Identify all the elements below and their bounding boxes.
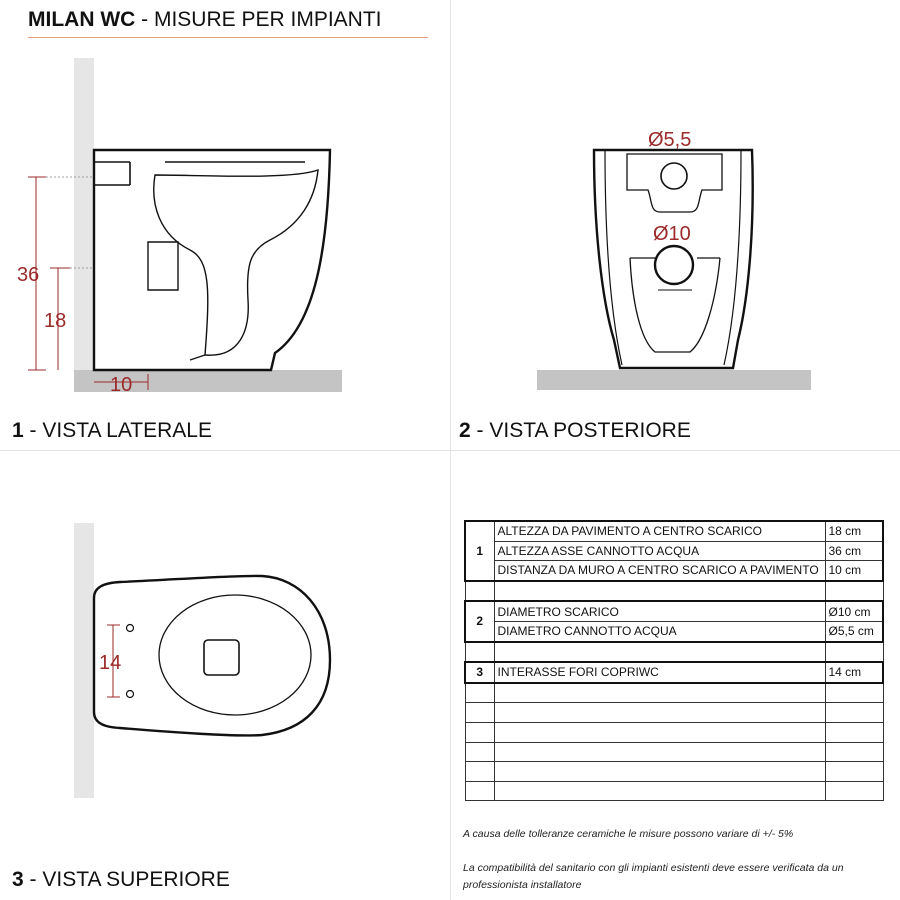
rear-view-title: - VISTA POSTERIORE (470, 419, 691, 442)
wc-rear-outline (594, 150, 753, 368)
rear-view-number: 2 (459, 419, 471, 442)
lateral-view-number: 1 (12, 419, 24, 442)
row-description: ALTEZZA DA PAVIMENTO A CENTRO SCARICO (494, 521, 825, 541)
wall (74, 58, 94, 370)
top-view-title: - VISTA SUPERIORE (23, 868, 230, 891)
table-row-empty (465, 683, 883, 703)
title-subtitle: - MISURE PER IMPIANTI (135, 8, 382, 31)
compatibility-note: La compatibilità del sanitario con gli impianti esistenti deve essere verificata da un professionista installatore (463, 862, 844, 891)
table-row (465, 601, 883, 621)
dim-diameter-10-label: Ø10 (653, 223, 691, 245)
floor (537, 370, 811, 390)
dim-diameter-55-label: Ø5,5 (648, 129, 692, 151)
row-description: INTERASSE FORI COPRIWC (494, 662, 825, 683)
wc-side-outline (94, 150, 330, 370)
table-row (465, 662, 883, 683)
group-number: 3 (465, 662, 494, 683)
table-row-empty (465, 722, 883, 742)
row-value: Ø5,5 cm (825, 621, 883, 641)
row-value: 36 cm (825, 541, 883, 561)
dim-36-label: 36 (17, 264, 40, 286)
lateral-view-title: - VISTA LATERALE (23, 419, 212, 442)
top-view-label (12, 868, 230, 892)
top-view-number: 3 (12, 868, 24, 891)
wc-top-outline (94, 576, 330, 736)
row-description: DIAMETRO CANNOTTO ACQUA (494, 621, 825, 641)
dim-14-label: 14 (99, 652, 122, 674)
row-description: DIAMETRO SCARICO (494, 601, 825, 621)
table-row (465, 541, 883, 561)
rear-view-drawing (537, 150, 811, 390)
product-name: MILAN WC (28, 8, 136, 31)
table-row (465, 561, 883, 581)
row-description: DISTANZA DA MURO A CENTRO SCARICO A PAVIMENTO (494, 561, 825, 581)
row-value: 14 cm (825, 662, 883, 683)
measurements-table (464, 520, 884, 801)
table-row-empty (465, 742, 883, 762)
table-row-empty (465, 703, 883, 723)
table-row (465, 521, 883, 541)
tolerance-note: A causa delle tolleranze ceramiche le misure possono variare di +/- 5% (463, 828, 794, 840)
wall (74, 523, 94, 798)
table-row-empty (465, 642, 883, 663)
dim-18-label: 18 (44, 310, 67, 332)
row-value: 10 cm (825, 561, 883, 581)
wc-inner-trap (148, 170, 318, 360)
table-row-empty (465, 762, 883, 782)
table-row-empty (465, 781, 883, 801)
rear-view-label (459, 419, 691, 443)
lateral-view-drawing (28, 58, 342, 392)
dim-10-label: 10 (110, 374, 133, 396)
group-number: 1 (465, 521, 494, 581)
table-row-empty (465, 581, 883, 602)
table-row (465, 621, 883, 641)
lateral-view-label (12, 419, 212, 443)
row-value: Ø10 cm (825, 601, 883, 621)
row-description: ALTEZZA ASSE CANNOTTO ACQUA (494, 541, 825, 561)
row-value: 18 cm (825, 521, 883, 541)
group-number: 2 (465, 601, 494, 641)
